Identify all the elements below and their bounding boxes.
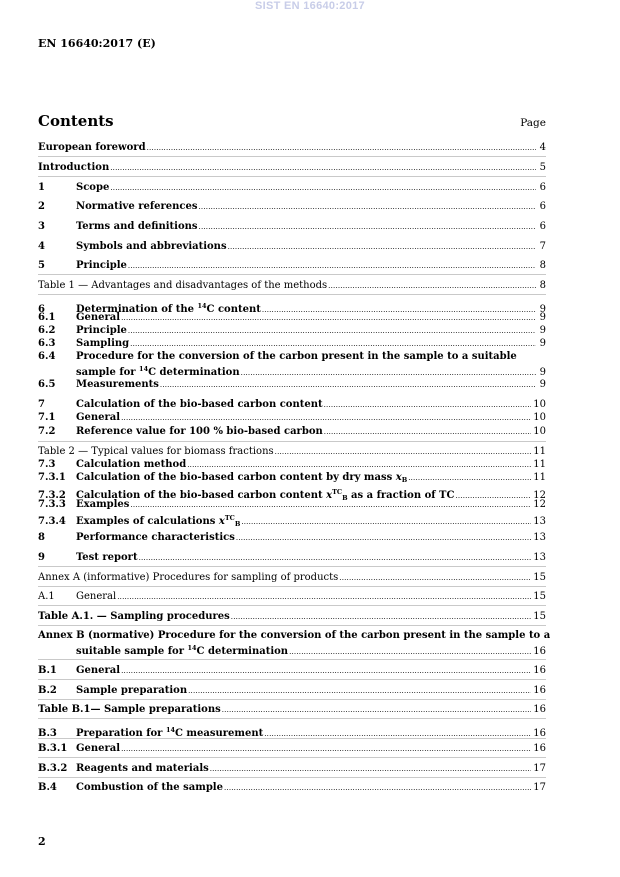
divider	[38, 777, 546, 778]
toc-entry-symbols[interactable]: 4 Symbols and abbreviations ..... 7	[38, 241, 546, 253]
toc-entry-6-5[interactable]: 6.5 Measurements ..... 9	[38, 379, 546, 391]
toc-entry-introduction[interactable]: Introduction ..... 5	[38, 162, 546, 174]
toc-entry-determination-14c[interactable]: 6 Determination of the $^{14}$C content ..... 9	[38, 300, 546, 316]
toc-entry-b-3-1[interactable]: B.3.1 General ..... 16	[38, 743, 546, 755]
divider	[38, 699, 546, 700]
toc-entry-7-3-1[interactable]: 7.3.1 Calculation of the bio-based carbon content by dry mass $x_B$ ..... 11	[38, 472, 546, 486]
toc-entry-principle[interactable]: 5 Principle ..... 8	[38, 260, 546, 272]
toc-entry-scope[interactable]: 1 Scope ..... 6	[38, 182, 546, 194]
toc-entry-7-1[interactable]: 7.1 General ..... 10	[38, 412, 546, 424]
toc-entry-b-3-2[interactable]: B.3.2 Reagents and materials ..... 17	[38, 763, 546, 775]
toc-entry-6-4[interactable]: 6.4 Procedure for the conversion of the carbon present in the sample to a suitable sample for $^{14}$C determination ..... 9	[38, 351, 546, 379]
toc-entry-calculation[interactable]: 7 Calculation of the bio-based carbon content ..... 10	[38, 399, 546, 411]
toc-entry-b-1[interactable]: B.1 General ..... 16	[38, 665, 546, 677]
toc-entry-test-report[interactable]: 9 Test report ..... 13	[38, 552, 546, 564]
divider	[38, 757, 546, 758]
toc-entry-7-2[interactable]: 7.2 Reference value for 100 % bio-based carbon ..... 10	[38, 426, 546, 438]
toc-entry-a-1[interactable]: A.1 General ..... 15	[38, 591, 546, 603]
divider	[38, 441, 546, 442]
toc-entry-performance[interactable]: 8 Performance characteristics ..... 13	[38, 532, 546, 544]
toc-entry-table-1[interactable]: Table 1 — Advantages and disadvantages of the methods ..... 8	[38, 280, 546, 292]
page-column-label: Page	[520, 117, 546, 129]
toc-entry-6-2[interactable]: 6.2 Principle ..... 9	[38, 325, 546, 337]
toc-entry-terms-definitions[interactable]: 3 Terms and definitions ..... 6	[38, 221, 546, 233]
page-number: 2	[38, 835, 46, 848]
divider	[38, 738, 546, 739]
divider	[38, 679, 546, 680]
divider	[38, 605, 546, 606]
toc-entry-7-3-4[interactable]: 7.3.4 Examples of calculations $x^{TC}_B$ ..... 13	[38, 512, 546, 530]
toc-entry-6-3[interactable]: 6.3 Sampling ..... 9	[38, 338, 546, 350]
toc-entry-normative-references[interactable]: 2 Normative references ..... 6	[38, 201, 546, 213]
toc-entry-table-a-1[interactable]: Table A.1. — Sampling procedures ..... 15	[38, 611, 546, 623]
toc-entry-7-3[interactable]: 7.3 Calculation method ..... 11	[38, 459, 546, 471]
divider	[38, 625, 546, 626]
toc-entry-b-3[interactable]: B.3 Preparation for $^{14}$C measurement ..... 16	[38, 724, 546, 740]
toc-entry-annex-b[interactable]: Annex B (normative) Procedure for the conversion of the carbon present in the sample to a suitable sample for $^{14}$C determination ..... 16	[38, 630, 546, 658]
page-title: Contents	[38, 112, 114, 130]
toc-entry-6-1[interactable]: 6.1 General ..... 9	[38, 312, 546, 324]
divider	[38, 659, 546, 660]
toc-entry-b-4[interactable]: B.4 Combustion of the sample ..... 17	[38, 782, 546, 794]
divider	[38, 294, 546, 295]
watermark: SIST EN 16640:2017	[255, 0, 365, 12]
toc-entry-table-2[interactable]: Table 2 — Typical values for biomass fractions ..... 11	[38, 446, 546, 458]
toc-entry-7-3-2[interactable]: 7.3.2 Calculation of the bio-based carbon content $x^{TC}_B$ as a fraction of TC ..... 12	[38, 486, 546, 504]
document-id: EN 16640:2017 (E)	[38, 37, 156, 50]
divider	[38, 274, 546, 275]
divider	[38, 156, 546, 157]
divider	[38, 586, 546, 587]
toc-entry-b-2[interactable]: B.2 Sample preparation ..... 16	[38, 685, 546, 697]
toc-entry-annex-a[interactable]: Annex A (informative) Procedures for sampling of products ..... 15	[38, 572, 546, 584]
toc-entry-7-3-3[interactable]: 7.3.3 Examples ..... 12	[38, 499, 546, 511]
divider	[38, 566, 546, 567]
toc-entry-table-b-1[interactable]: Table B.1— Sample preparations ..... 16	[38, 704, 546, 716]
toc-entry-foreword[interactable]: European foreword ..... 4	[38, 142, 546, 154]
divider	[38, 176, 546, 177]
divider	[38, 718, 546, 719]
